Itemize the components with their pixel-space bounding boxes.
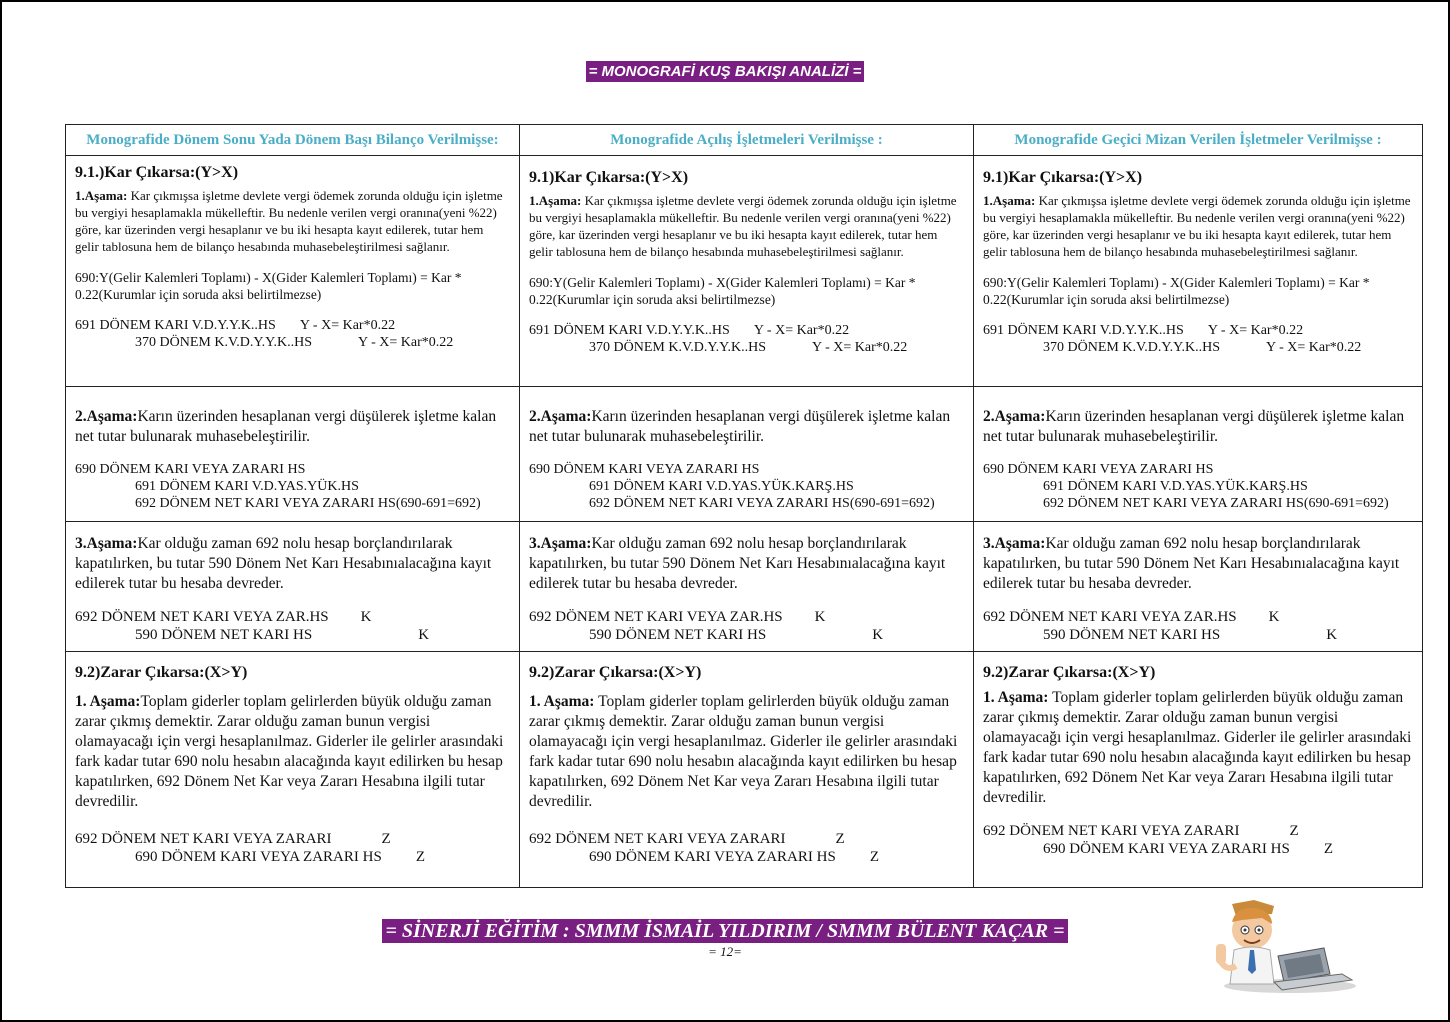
journal-line: 690 DÖNEM KARI VEYA ZARARI HS	[529, 462, 760, 477]
formula-text: 690:Y(Gelir Kalemleri Toplamı) - X(Gider Kalemleri Toplamı) = Kar * 0.22(Kurumlar için soruda aksi belirtilmezse)	[983, 275, 1370, 307]
asama1-paragraph: 1.Aşama: Kar çıkmışsa işletme devlete vergi ödemek zorunda olduğu için işletme bu vergiyi hesaplamakla mükelleftir. Bu nedenle verilen vergi oranına(yeni %22) göre, kar üzerinden vergi hesaplanır ve bu iki hesapta kayıt edilerek, tutar hem gelir tablosuna hem de bilanço hesabında muhasebeleştirilmesi sağlanır.	[75, 188, 503, 254]
journal-line: 690 DÖNEM KARI VEYA ZARARI HS Z	[135, 849, 425, 865]
journal-line: 690 DÖNEM KARI VEYA ZARARI HS	[983, 462, 1214, 477]
zarar-paragraph: 1. Aşama: Toplam giderler toplam gelirlerden büyük olduğu zaman zarar çıkmış demektir. Zarar olduğu zaman bunun vergisi olamayacağı için vergi hesaplanılmaz. Giderler ile gelirler arasındaki fark kadar tutar 690 nolu hesabın alacağında kayıt edilirken bu hesap kapatılırken, 692 Dönem Net Kar veya Zararı Hesabına ilgili tutar devredilir.	[529, 693, 958, 810]
asama3-paragraph: 3.Aşama:Kar olduğu zaman 692 nolu hesap borçlandırılarak kapatılırken, bu tutar 590 Dönem Net Karı Hesabınıalacağına kayıt edilerek tutar bu hesaba devreder.	[75, 535, 492, 592]
footer-banner: = SİNERJİ EĞİTİM : SMMM İSMAİL YILDIRIM / SMMM BÜLENT KAÇAR =	[0, 920, 1450, 943]
cell-zarar-col1	[66, 652, 520, 888]
journal-line: 691 DÖNEM KARI V.D.YAS.YÜK.KARŞ.HS	[1043, 479, 1308, 494]
zarar-paragraph: 1. Aşama:Toplam giderler toplam gelirlerden büyük olduğu zaman zarar çıkmış demektir. Zarar olduğu zaman bunun vergisi olamayacağı için vergi hesaplanılmaz. Giderler ile gelirler arasındaki fark kadar tutar 690 nolu hesabın alacağında kayıt edilirken bu hesap kapatılırken, 692 Dönem Net Kar veya Zararı Hesabına ilgili tutar devredilir.	[75, 693, 504, 810]
row-kar-asama3	[66, 522, 1423, 652]
cell-kar-2-col2	[520, 387, 974, 522]
column-header-2: Monografide Açılış İşletmeleri Verilmişse :	[520, 125, 974, 156]
cell-zarar-col2	[520, 652, 974, 888]
journal-line: 692 DÖNEM NET KARI VEYA ZAR.HS K	[983, 609, 1280, 625]
cell-kar-2-col1	[66, 387, 520, 522]
journal-line: 690 DÖNEM KARI VEYA ZARARI HS	[75, 462, 306, 477]
formula-text: 690:Y(Gelir Kalemleri Toplamı) - X(Gider Kalemleri Toplamı) = Kar * 0.22(Kurumlar için soruda aksi belirtilmezse)	[75, 270, 462, 302]
asama3-paragraph: 3.Aşama:Kar olduğu zaman 692 nolu hesap borçlandırılarak kapatılırken, bu tutar 590 Dönem Net Karı Hesabınıalacağına kayıt edilerek tutar bu hesaba devreder.	[983, 535, 1400, 592]
asama3-paragraph: 3.Aşama:Kar olduğu zaman 692 nolu hesap borçlandırılarak kapatılırken, bu tutar 590 Dönem Net Karı Hesabınıalacağına kayıt edilerek tutar bu hesaba devreder.	[529, 535, 946, 592]
journal-line: 692 DÖNEM NET KARI VEYA ZARARI HS(690-691=692)	[589, 496, 935, 511]
journal-line: 590 DÖNEM NET KARI HS K	[135, 627, 430, 643]
journal-line: 692 DÖNEM NET KARI VEYA ZARARI Z	[75, 831, 391, 847]
journal-line: 590 DÖNEM NET KARI HS K	[1043, 627, 1338, 643]
zarar-paragraph: 1. Aşama: Toplam giderler toplam gelirlerden büyük olduğu zaman zarar çıkmış demektir. Zarar olduğu zaman bunun vergisi olamayacağı için vergi hesaplanılmaz. Giderler ile gelirler arasındaki fark kadar tutar 690 nolu hesabın alacağında kayıt edilirken bu hesap kapatılırken, 692 Dönem Net Kar veya Zararı Hesabına ilgili tutar devredilir.	[983, 689, 1412, 806]
kar-heading: 9.1.)Kar Çıkarsa:(Y>X)	[75, 164, 239, 181]
asama2-paragraph: 2.Aşama:Karın üzerinden hesaplanan vergi düşülerek işletme kalan net tutar bulunarak muhasebeleştirilir.	[529, 408, 951, 445]
journal-line: 590 DÖNEM NET KARI HS K	[589, 627, 884, 643]
asama1-paragraph: 1.Aşama: Kar çıkmışsa işletme devlete vergi ödemek zorunda olduğu için işletme bu vergiyi hesaplamakla mükelleftir. Bu nedenle verilen vergi oranına(yeni %22) göre, kar üzerinden vergi hesaplanır ve bu iki hesapta kayıt edilerek, tutar hem gelir tablosuna hem de bilanço hesabında muhasebeleştirilmesi sağlanır.	[529, 193, 957, 259]
asama1-paragraph: 1.Aşama: Kar çıkmışsa işletme devlete vergi ödemek zorunda olduğu için işletme bu vergiyi hesaplamakla mükelleftir. Bu nedenle verilen vergi oranına(yeni %22) göre, kar üzerinden vergi hesaplanır ve bu iki hesapta kayıt edilerek, tutar hem gelir tablosuna hem de bilanço hesabında muhasebeleştirilmesi sağlanır.	[983, 193, 1411, 259]
asama2-paragraph: 2.Aşama:Karın üzerinden hesaplanan vergi düşülerek işletme kalan net tutar bulunarak muhasebeleştirilir.	[983, 408, 1405, 445]
zarar-heading: 9.2)Zarar Çıkarsa:(X>Y)	[983, 664, 1156, 681]
asama2-paragraph: 2.Aşama:Karın üzerinden hesaplanan vergi düşülerek işletme kalan net tutar bulunarak muhasebeleştirilir.	[75, 408, 497, 445]
kar-heading: 9.1)Kar Çıkarsa:(Y>X)	[529, 169, 689, 186]
header-row	[66, 125, 1423, 156]
cell-kar-1-col3	[974, 156, 1423, 387]
kar-heading: 9.1)Kar Çıkarsa:(Y>X)	[983, 169, 1143, 186]
column-header-1: Monografide Dönem Sonu Yada Dönem Başı Bilanço Verilmişse:	[66, 125, 520, 156]
journal-entry-credit: 370 DÖNEM K.V.D.Y.Y.K..HS Y - X= Kar*0.22	[135, 335, 454, 350]
zarar-heading: 9.2)Zarar Çıkarsa:(X>Y)	[529, 664, 702, 681]
column-header-3: Monografide Geçici Mizan Verilen İşletmeler Verilmişse :	[974, 125, 1423, 156]
row-kar-asama1	[66, 156, 1423, 387]
cell-kar-3-col2	[520, 522, 974, 652]
cell-zarar-col3	[974, 652, 1423, 888]
analysis-table	[65, 124, 1423, 888]
cell-kar-3-col3	[974, 522, 1423, 652]
journal-line: 692 DÖNEM NET KARI VEYA ZARARI Z	[529, 831, 845, 847]
journal-entry-debit: 691 DÖNEM KARI V.D.Y.Y.K..HS Y - X= Kar*0.22	[75, 318, 396, 333]
journal-line: 692 DÖNEM NET KARI VEYA ZARARI HS(690-691=692)	[1043, 496, 1389, 511]
journal-entry-debit: 691 DÖNEM KARI V.D.Y.Y.K..HS Y - X= Kar*0.22	[983, 323, 1304, 338]
journal-entry-credit: 370 DÖNEM K.V.D.Y.Y.K..HS Y - X= Kar*0.22	[1043, 340, 1362, 355]
page-title: = MONOGRAFİ KUŞ BAKIŞI ANALİZİ =	[0, 63, 1450, 81]
cell-kar-2-col3	[974, 387, 1423, 522]
cell-kar-1-col2	[520, 156, 974, 387]
cell-kar-3-col1	[66, 522, 520, 652]
journal-line: 691 DÖNEM KARI V.D.YAS.YÜK.KARŞ.HS	[589, 479, 854, 494]
row-kar-asama2	[66, 387, 1423, 522]
journal-line: 691 DÖNEM KARI V.D.YAS.YÜK.HS	[135, 479, 359, 494]
journal-line: 690 DÖNEM KARI VEYA ZARARI HS Z	[589, 849, 879, 865]
page-number: = 12=	[708, 944, 742, 959]
formula-text: 690:Y(Gelir Kalemleri Toplamı) - X(Gider Kalemleri Toplamı) = Kar * 0.22(Kurumlar için soruda aksi belirtilmezse)	[529, 275, 916, 307]
cell-kar-1-col1	[66, 156, 520, 387]
journal-line: 692 DÖNEM NET KARI VEYA ZARARI HS(690-691=692)	[135, 496, 481, 511]
journal-line: 692 DÖNEM NET KARI VEYA ZARARI Z	[983, 823, 1299, 839]
journal-line: 692 DÖNEM NET KARI VEYA ZAR.HS K	[75, 609, 372, 625]
zarar-heading: 9.2)Zarar Çıkarsa:(X>Y)	[75, 664, 248, 681]
row-zarar	[66, 652, 1423, 888]
journal-entry-debit: 691 DÖNEM KARI V.D.Y.Y.K..HS Y - X= Kar*0.22	[529, 323, 850, 338]
journal-line: 692 DÖNEM NET KARI VEYA ZAR.HS K	[529, 609, 826, 625]
cartoon-man-with-laptop-illustration	[1212, 900, 1362, 995]
journal-line: 690 DÖNEM KARI VEYA ZARARI HS Z	[1043, 841, 1333, 857]
journal-entry-credit: 370 DÖNEM K.V.D.Y.Y.K..HS Y - X= Kar*0.22	[589, 340, 908, 355]
